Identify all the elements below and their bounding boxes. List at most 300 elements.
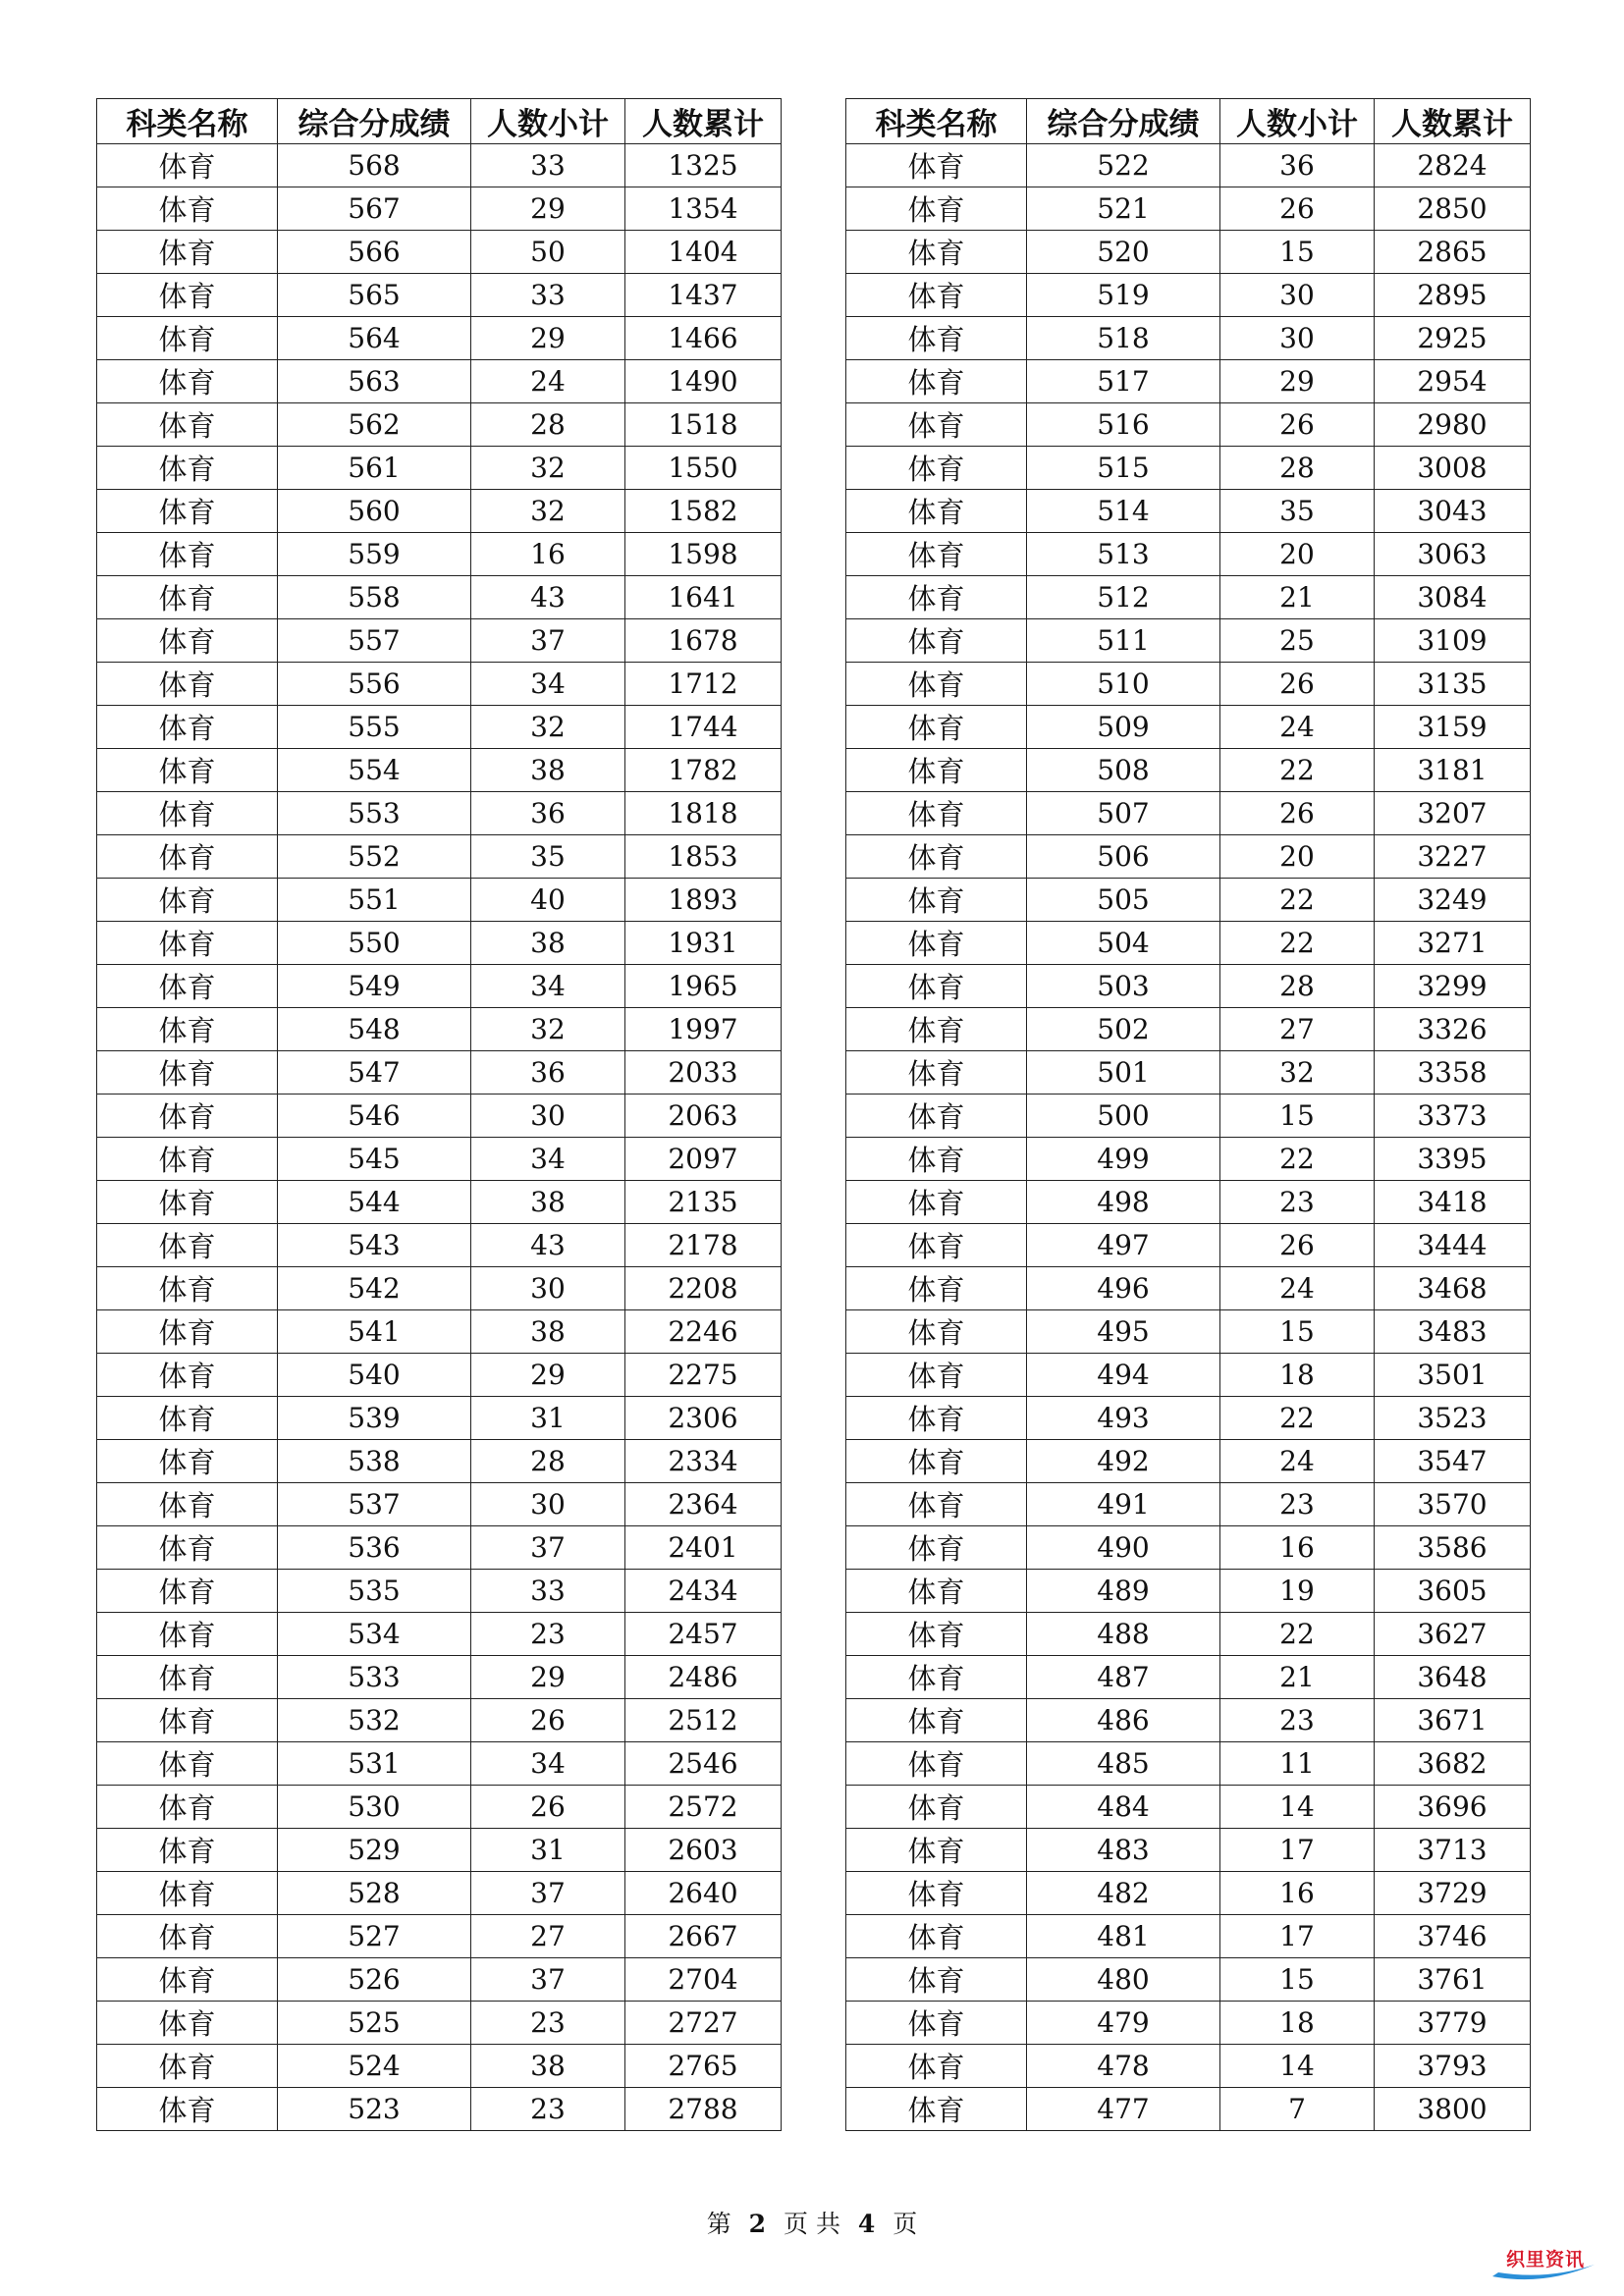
- footer-prefix: 第: [706, 2210, 731, 2238]
- category-cell: 体育: [97, 835, 278, 879]
- score-cell: 519: [1027, 274, 1220, 317]
- category-cell: 体育: [97, 1699, 278, 1742]
- table-row: [846, 533, 1531, 576]
- score-cell: 545: [278, 1138, 471, 1181]
- cumulative-cell: 3135: [1375, 663, 1531, 706]
- category-cell: 体育: [846, 1958, 1027, 2002]
- cumulative-cell: 2178: [625, 1224, 782, 1267]
- category-cell: 体育: [846, 706, 1027, 749]
- count-cell: 17: [1220, 1915, 1375, 1958]
- count-cell: 50: [471, 231, 625, 274]
- category-cell: 体育: [846, 1310, 1027, 1354]
- score-cell: 562: [278, 403, 471, 447]
- cumulative-cell: 3159: [1375, 706, 1531, 749]
- count-cell: 23: [1220, 1483, 1375, 1526]
- table-row: [97, 2045, 782, 2088]
- score-cell: 541: [278, 1310, 471, 1354]
- category-cell: 体育: [97, 576, 278, 619]
- table-row: [846, 1786, 1531, 1829]
- table-row: [846, 1613, 1531, 1656]
- score-cell: 488: [1027, 1613, 1220, 1656]
- score-cell: 491: [1027, 1483, 1220, 1526]
- category-cell: 体育: [97, 1397, 278, 1440]
- category-cell: 体育: [846, 403, 1027, 447]
- cumulative-cell: 1518: [625, 403, 782, 447]
- score-cell: 555: [278, 706, 471, 749]
- category-cell: 体育: [846, 1656, 1027, 1699]
- cumulative-cell: 2306: [625, 1397, 782, 1440]
- count-cell: 30: [471, 1267, 625, 1310]
- cumulative-cell: 1582: [625, 490, 782, 533]
- cumulative-cell: 1466: [625, 317, 782, 360]
- table-row: [97, 2088, 782, 2131]
- cumulative-cell: 3063: [1375, 533, 1531, 576]
- score-cell: 525: [278, 2002, 471, 2045]
- category-cell: 体育: [97, 1354, 278, 1397]
- cumulative-cell: 3444: [1375, 1224, 1531, 1267]
- category-cell: 体育: [97, 1008, 278, 1051]
- category-cell: 体育: [97, 360, 278, 403]
- score-cell: 505: [1027, 879, 1220, 922]
- count-cell: 7: [1220, 2088, 1375, 2131]
- count-cell: 26: [1220, 663, 1375, 706]
- table-row: [97, 1613, 782, 1656]
- cumulative-cell: 3084: [1375, 576, 1531, 619]
- score-cell: 502: [1027, 1008, 1220, 1051]
- count-cell: 24: [1220, 706, 1375, 749]
- table-row: [97, 274, 782, 317]
- count-cell: 26: [471, 1786, 625, 1829]
- cumulative-cell: 3008: [1375, 447, 1531, 490]
- table-row: [97, 1656, 782, 1699]
- score-cell: 544: [278, 1181, 471, 1224]
- page-footer: [0, 2205, 1624, 2240]
- cumulative-cell: 3729: [1375, 1872, 1531, 1915]
- score-cell: 507: [1027, 792, 1220, 835]
- category-cell: 体育: [97, 1958, 278, 2002]
- cumulative-cell: 3779: [1375, 2002, 1531, 2045]
- score-cell: 551: [278, 879, 471, 922]
- table-row: [846, 706, 1531, 749]
- score-cell: 532: [278, 1699, 471, 1742]
- score-cell: 508: [1027, 749, 1220, 792]
- cumulative-cell: 2895: [1375, 274, 1531, 317]
- category-cell: 体育: [846, 1786, 1027, 1829]
- cumulative-cell: 1744: [625, 706, 782, 749]
- category-cell: 体育: [846, 792, 1027, 835]
- count-cell: 30: [471, 1483, 625, 1526]
- category-cell: 体育: [846, 922, 1027, 965]
- table-row: [846, 576, 1531, 619]
- table-row: [97, 879, 782, 922]
- score-cell: 483: [1027, 1829, 1220, 1872]
- count-cell: 11: [1220, 1742, 1375, 1786]
- category-cell: 体育: [97, 1267, 278, 1310]
- score-cell: 539: [278, 1397, 471, 1440]
- category-cell: 体育: [846, 1051, 1027, 1095]
- cumulative-cell: 1678: [625, 619, 782, 663]
- table-row: [846, 1138, 1531, 1181]
- score-cell: 497: [1027, 1224, 1220, 1267]
- count-cell: 36: [1220, 144, 1375, 187]
- category-cell: 体育: [97, 533, 278, 576]
- table-row: [846, 360, 1531, 403]
- category-cell: 体育: [97, 749, 278, 792]
- cumulative-cell: 3648: [1375, 1656, 1531, 1699]
- cumulative-cell: 3627: [1375, 1613, 1531, 1656]
- count-cell: 34: [471, 663, 625, 706]
- table-row: [846, 403, 1531, 447]
- table-row: [97, 1915, 782, 1958]
- category-cell: 体育: [846, 1570, 1027, 1613]
- score-cell: 480: [1027, 1958, 1220, 2002]
- score-cell: 494: [1027, 1354, 1220, 1397]
- score-cell: 560: [278, 490, 471, 533]
- score-cell: 490: [1027, 1526, 1220, 1570]
- table-row: [97, 965, 782, 1008]
- category-cell: 体育: [846, 879, 1027, 922]
- category-cell: 体育: [846, 231, 1027, 274]
- cumulative-cell: 2097: [625, 1138, 782, 1181]
- count-cell: 35: [1220, 490, 1375, 533]
- count-cell: 15: [1220, 1310, 1375, 1354]
- category-cell: 体育: [846, 187, 1027, 231]
- cumulative-cell: 2765: [625, 2045, 782, 2088]
- count-cell: 23: [471, 2088, 625, 2131]
- category-cell: 体育: [846, 1224, 1027, 1267]
- cumulative-cell: 1818: [625, 792, 782, 835]
- table-row: [97, 1354, 782, 1397]
- score-cell: 533: [278, 1656, 471, 1699]
- count-cell: 43: [471, 1224, 625, 1267]
- cumulative-cell: 1490: [625, 360, 782, 403]
- cumulative-cell: 2640: [625, 1872, 782, 1915]
- watermark-logo: [1489, 2243, 1598, 2286]
- cumulative-cell: 3523: [1375, 1397, 1531, 1440]
- score-cell: 484: [1027, 1786, 1220, 1829]
- count-cell: 33: [471, 1570, 625, 1613]
- table-row: [846, 317, 1531, 360]
- count-cell: 33: [471, 274, 625, 317]
- cumulative-cell: 3326: [1375, 1008, 1531, 1051]
- score-cell: 493: [1027, 1397, 1220, 1440]
- table-row: [97, 1872, 782, 1915]
- score-cell: 565: [278, 274, 471, 317]
- count-cell: 32: [471, 706, 625, 749]
- cumulative-cell: 2704: [625, 1958, 782, 2002]
- table-row: [97, 1526, 782, 1570]
- count-cell: 27: [1220, 1008, 1375, 1051]
- score-cell: 477: [1027, 2088, 1220, 2131]
- category-cell: 体育: [97, 1483, 278, 1526]
- cumulative-cell: 1965: [625, 965, 782, 1008]
- score-cell: 554: [278, 749, 471, 792]
- cumulative-cell: 2850: [1375, 187, 1531, 231]
- score-cell: 504: [1027, 922, 1220, 965]
- score-cell: 550: [278, 922, 471, 965]
- score-cell: 478: [1027, 2045, 1220, 2088]
- table-row: [846, 792, 1531, 835]
- score-cell: 543: [278, 1224, 471, 1267]
- cumulative-cell: 1354: [625, 187, 782, 231]
- cumulative-cell: 2334: [625, 1440, 782, 1483]
- count-cell: 24: [471, 360, 625, 403]
- table-row: [97, 663, 782, 706]
- table-row: [97, 1742, 782, 1786]
- cumulative-cell: 2572: [625, 1786, 782, 1829]
- count-cell: 17: [1220, 1829, 1375, 1872]
- score-cell: 524: [278, 2045, 471, 2088]
- count-cell: 14: [1220, 1786, 1375, 1829]
- cumulative-cell: 3547: [1375, 1440, 1531, 1483]
- count-cell: 35: [471, 835, 625, 879]
- column-header: 人数累计: [1375, 99, 1531, 144]
- cumulative-cell: 2546: [625, 1742, 782, 1786]
- score-cell: 513: [1027, 533, 1220, 576]
- category-cell: 体育: [97, 1181, 278, 1224]
- table-row: [846, 1354, 1531, 1397]
- table-row: [846, 965, 1531, 1008]
- count-cell: 36: [471, 792, 625, 835]
- category-cell: 体育: [97, 2045, 278, 2088]
- count-cell: 26: [1220, 792, 1375, 835]
- table-row: [846, 749, 1531, 792]
- table-row: [846, 2002, 1531, 2045]
- cumulative-cell: 3373: [1375, 1095, 1531, 1138]
- count-cell: 22: [1220, 1397, 1375, 1440]
- table-header-row: [846, 99, 1531, 144]
- table-row: [97, 1397, 782, 1440]
- score-cell: 512: [1027, 576, 1220, 619]
- score-cell: 522: [1027, 144, 1220, 187]
- category-cell: 体育: [846, 2088, 1027, 2131]
- table-row: [846, 1440, 1531, 1483]
- category-cell: 体育: [97, 1656, 278, 1699]
- category-cell: 体育: [97, 1526, 278, 1570]
- table-row: [846, 2045, 1531, 2088]
- count-cell: 32: [471, 490, 625, 533]
- category-cell: 体育: [846, 835, 1027, 879]
- column-header: 科类名称: [97, 99, 278, 144]
- score-cell: 566: [278, 231, 471, 274]
- cumulative-cell: 3570: [1375, 1483, 1531, 1526]
- cumulative-cell: 2364: [625, 1483, 782, 1526]
- table-row: [97, 1570, 782, 1613]
- category-cell: 体育: [846, 1267, 1027, 1310]
- table-row: [846, 1958, 1531, 2002]
- table-row: [97, 922, 782, 965]
- cumulative-cell: 3483: [1375, 1310, 1531, 1354]
- category-cell: 体育: [97, 1742, 278, 1786]
- count-cell: 15: [1220, 1095, 1375, 1138]
- score-cell: 521: [1027, 187, 1220, 231]
- cumulative-cell: 2275: [625, 1354, 782, 1397]
- cumulative-cell: 1325: [625, 144, 782, 187]
- cumulative-cell: 3181: [1375, 749, 1531, 792]
- cumulative-cell: 2925: [1375, 317, 1531, 360]
- table-row: [97, 1829, 782, 1872]
- category-cell: 体育: [97, 317, 278, 360]
- table-row: [97, 1095, 782, 1138]
- score-cell: 526: [278, 1958, 471, 2002]
- table-row: [97, 1483, 782, 1526]
- cumulative-cell: 2208: [625, 1267, 782, 1310]
- category-cell: 体育: [846, 965, 1027, 1008]
- category-cell: 体育: [97, 1310, 278, 1354]
- table-row: [97, 1310, 782, 1354]
- table-row: [846, 447, 1531, 490]
- column-header: 科类名称: [846, 99, 1027, 144]
- count-cell: 15: [1220, 1958, 1375, 2002]
- cumulative-cell: 3761: [1375, 1958, 1531, 2002]
- category-cell: 体育: [97, 1570, 278, 1613]
- count-cell: 18: [1220, 1354, 1375, 1397]
- count-cell: 28: [471, 403, 625, 447]
- score-cell: 479: [1027, 2002, 1220, 2045]
- table-row: [846, 490, 1531, 533]
- table-row: [97, 1051, 782, 1095]
- score-cell: 498: [1027, 1181, 1220, 1224]
- table-row: [846, 1829, 1531, 1872]
- score-cell: 516: [1027, 403, 1220, 447]
- cumulative-cell: 3249: [1375, 879, 1531, 922]
- cumulative-cell: 3800: [1375, 2088, 1531, 2131]
- count-cell: 23: [471, 2002, 625, 2045]
- category-cell: 体育: [846, 144, 1027, 187]
- table-row: [97, 231, 782, 274]
- count-cell: 28: [1220, 965, 1375, 1008]
- count-cell: 38: [471, 2045, 625, 2088]
- count-cell: 24: [1220, 1440, 1375, 1483]
- score-cell: 563: [278, 360, 471, 403]
- category-cell: 体育: [97, 1138, 278, 1181]
- count-cell: 16: [1220, 1526, 1375, 1570]
- score-cell: 523: [278, 2088, 471, 2131]
- category-cell: 体育: [846, 663, 1027, 706]
- category-cell: 体育: [846, 1440, 1027, 1483]
- cumulative-cell: 3793: [1375, 2045, 1531, 2088]
- score-cell: 492: [1027, 1440, 1220, 1483]
- count-cell: 20: [1220, 835, 1375, 879]
- category-cell: 体育: [846, 1699, 1027, 1742]
- count-cell: 26: [1220, 187, 1375, 231]
- cumulative-cell: 3746: [1375, 1915, 1531, 1958]
- cumulative-cell: 2486: [625, 1656, 782, 1699]
- table-row: [846, 1742, 1531, 1786]
- count-cell: 34: [471, 1742, 625, 1786]
- count-cell: 34: [471, 1138, 625, 1181]
- table-row: [846, 1872, 1531, 1915]
- category-cell: 体育: [97, 965, 278, 1008]
- table-row: [846, 274, 1531, 317]
- score-cell: 542: [278, 1267, 471, 1310]
- score-cell: 501: [1027, 1051, 1220, 1095]
- count-cell: 32: [471, 1008, 625, 1051]
- cumulative-cell: 3586: [1375, 1526, 1531, 1570]
- score-cell: 481: [1027, 1915, 1220, 1958]
- category-cell: 体育: [846, 447, 1027, 490]
- cumulative-cell: 3395: [1375, 1138, 1531, 1181]
- score-cell: 509: [1027, 706, 1220, 749]
- cumulative-cell: 3207: [1375, 792, 1531, 835]
- table-row: [846, 879, 1531, 922]
- count-cell: 22: [1220, 922, 1375, 965]
- count-cell: 20: [1220, 533, 1375, 576]
- table-row: [97, 1224, 782, 1267]
- category-cell: 体育: [846, 1095, 1027, 1138]
- count-cell: 38: [471, 1181, 625, 1224]
- cumulative-cell: 2788: [625, 2088, 782, 2131]
- table-row: [97, 403, 782, 447]
- cumulative-cell: 1893: [625, 879, 782, 922]
- cumulative-cell: 1641: [625, 576, 782, 619]
- table-header-row: [97, 99, 782, 144]
- table-row: [846, 1656, 1531, 1699]
- cumulative-cell: 2667: [625, 1915, 782, 1958]
- count-cell: 16: [471, 533, 625, 576]
- cumulative-cell: 3468: [1375, 1267, 1531, 1310]
- cumulative-cell: 3043: [1375, 490, 1531, 533]
- table-row: [97, 1440, 782, 1483]
- score-cell: 517: [1027, 360, 1220, 403]
- column-header: 综合分成绩: [278, 99, 471, 144]
- cumulative-cell: 2457: [625, 1613, 782, 1656]
- cumulative-cell: 3501: [1375, 1354, 1531, 1397]
- score-cell: 564: [278, 317, 471, 360]
- score-cell: 548: [278, 1008, 471, 1051]
- score-cell: 514: [1027, 490, 1220, 533]
- cumulative-cell: 2033: [625, 1051, 782, 1095]
- category-cell: 体育: [846, 2045, 1027, 2088]
- table-row: [846, 1181, 1531, 1224]
- score-cell: 557: [278, 619, 471, 663]
- table-row: [97, 317, 782, 360]
- cumulative-cell: 1853: [625, 835, 782, 879]
- category-cell: 体育: [97, 879, 278, 922]
- category-cell: 体育: [846, 1613, 1027, 1656]
- table-row: [846, 1095, 1531, 1138]
- category-cell: 体育: [846, 317, 1027, 360]
- count-cell: 30: [1220, 317, 1375, 360]
- cumulative-cell: 2865: [1375, 231, 1531, 274]
- current-page-number: 2: [748, 2210, 767, 2238]
- table-row: [97, 144, 782, 187]
- count-cell: 24: [1220, 1267, 1375, 1310]
- score-cell: 552: [278, 835, 471, 879]
- score-cell: 495: [1027, 1310, 1220, 1354]
- cumulative-cell: 3605: [1375, 1570, 1531, 1613]
- score-cell: 499: [1027, 1138, 1220, 1181]
- count-cell: 29: [471, 317, 625, 360]
- score-cell: 538: [278, 1440, 471, 1483]
- cumulative-cell: 1712: [625, 663, 782, 706]
- cumulative-cell: 3418: [1375, 1181, 1531, 1224]
- table-row: [846, 144, 1531, 187]
- category-cell: 体育: [846, 749, 1027, 792]
- score-cell: 549: [278, 965, 471, 1008]
- table-row: [97, 1008, 782, 1051]
- table-row: [846, 663, 1531, 706]
- category-cell: 体育: [97, 1224, 278, 1267]
- count-cell: 18: [1220, 2002, 1375, 2045]
- count-cell: 16: [1220, 1872, 1375, 1915]
- table-row: [846, 1915, 1531, 1958]
- category-cell: 体育: [846, 1354, 1027, 1397]
- table-row: [97, 360, 782, 403]
- count-cell: 14: [1220, 2045, 1375, 2088]
- table-row: [846, 2088, 1531, 2131]
- count-cell: 23: [471, 1613, 625, 1656]
